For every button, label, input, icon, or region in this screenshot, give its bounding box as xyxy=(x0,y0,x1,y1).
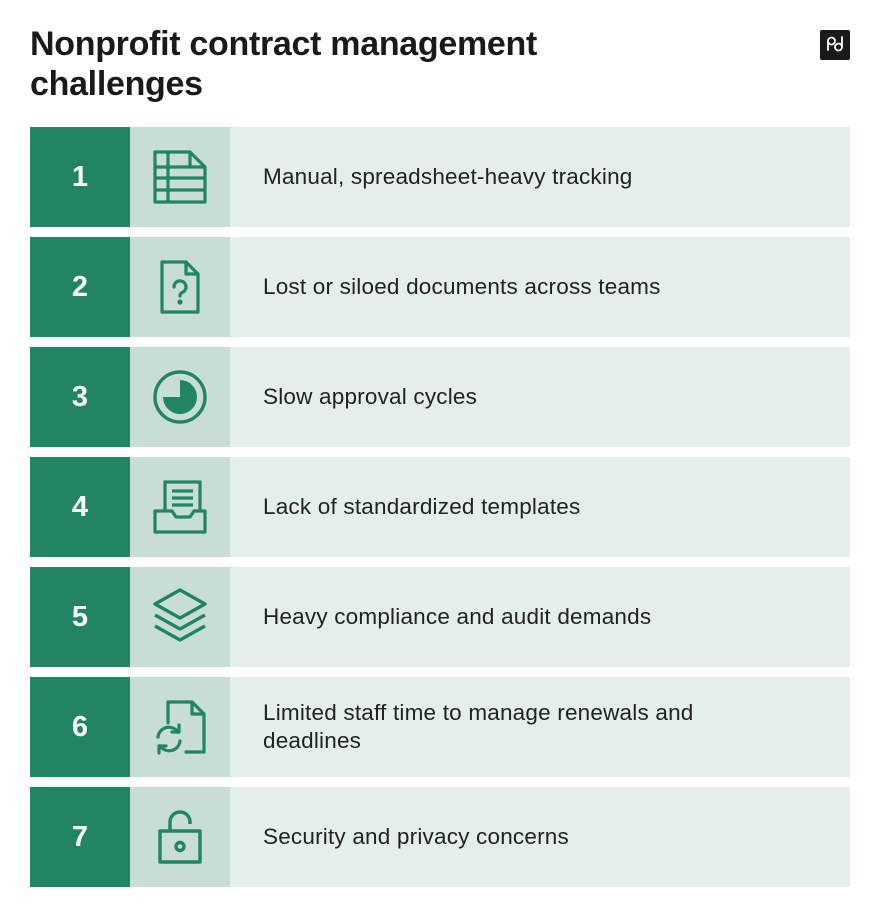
page-title: Nonprofit contract management challenges xyxy=(30,25,538,103)
list-item xyxy=(30,237,850,337)
challenge-list xyxy=(30,127,850,897)
inbox-document-icon xyxy=(130,457,230,557)
item-number: 5 xyxy=(30,567,130,667)
item-text-cell xyxy=(230,127,850,227)
item-number: 7 xyxy=(30,787,130,887)
item-text: Limited staff time to manage renewals and deadlines xyxy=(263,700,694,753)
layers-icon xyxy=(130,567,230,667)
item-number: 1 xyxy=(30,127,130,227)
list-item xyxy=(30,347,850,447)
item-text: Lost or siloed documents across teams xyxy=(263,274,661,299)
item-text-cell xyxy=(230,567,850,667)
item-text: Security and privacy concerns xyxy=(263,824,569,849)
item-text-cell xyxy=(230,677,850,777)
spreadsheet-icon xyxy=(130,127,230,227)
clock-pie-icon xyxy=(130,347,230,447)
item-number: 6 xyxy=(30,677,130,777)
item-text-cell xyxy=(230,457,850,557)
list-item xyxy=(30,677,850,777)
item-text: Lack of standardized templates xyxy=(263,494,581,519)
item-text-cell xyxy=(230,237,850,337)
item-text: Slow approval cycles xyxy=(263,384,478,409)
item-number: 2 xyxy=(30,237,130,337)
list-item xyxy=(30,567,850,667)
item-number: 3 xyxy=(30,347,130,447)
item-text-cell xyxy=(230,787,850,887)
list-item xyxy=(30,457,850,557)
document-question-icon xyxy=(130,237,230,337)
item-text: Heavy compliance and audit demands xyxy=(263,604,652,629)
pd-logo-icon xyxy=(820,30,850,60)
unlocked-padlock-icon xyxy=(130,787,230,887)
item-text: Manual, spreadsheet-heavy tracking xyxy=(263,164,633,189)
item-number: 4 xyxy=(30,457,130,557)
list-item xyxy=(30,127,850,227)
list-item xyxy=(30,787,850,887)
item-text-cell xyxy=(230,347,850,447)
document-refresh-icon xyxy=(130,677,230,777)
